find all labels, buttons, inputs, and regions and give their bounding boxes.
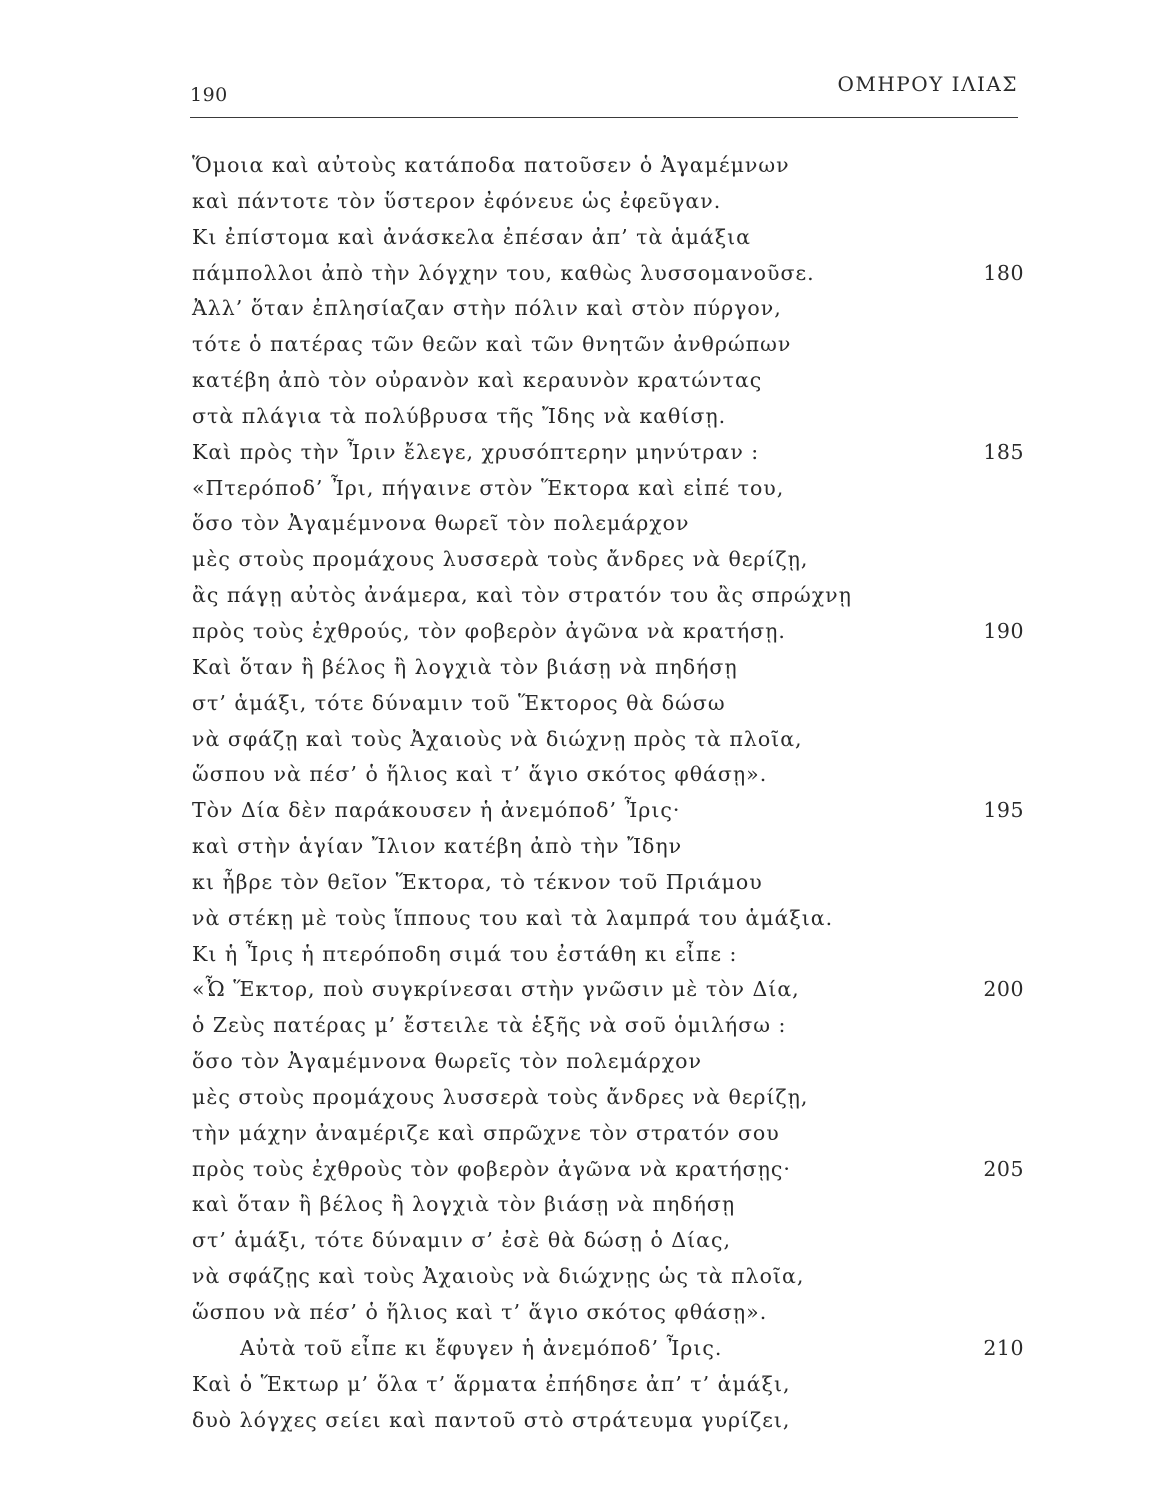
verse-line: [0, 614, 1166, 650]
verse-line: [0, 1403, 1166, 1439]
verse-line-text: νὰ στέκῃ μὲ τοὺς ἵππους του καὶ τὰ λαμπρά του ἁμάξια.: [192, 905, 834, 930]
verse-line: [0, 901, 1166, 937]
verse-line: [0, 578, 1166, 614]
verse-line: [0, 865, 1166, 901]
verse-line: [0, 972, 1166, 1008]
verse-line-text: ὥσπου νὰ πέσ’ ὁ ἥλιος καὶ τ’ ἅγιο σκότος φθάσῃ».: [192, 1300, 768, 1324]
verse-line: [0, 686, 1166, 722]
header-rule: [190, 117, 1018, 118]
verse-line: [0, 1295, 1166, 1331]
verse-line: [0, 722, 1166, 758]
verse-line-text: τότε ὁ πατέρας τῶν θεῶν καὶ τῶν θνητῶν ἀνθρώπων: [192, 332, 792, 357]
verse-line: [0, 1080, 1166, 1116]
verse-line-text: ἂς πάγῃ αὐτὸς ἀνάμερα, καὶ τὸν στρατόν του ἂς σπρώχνῃ: [192, 583, 852, 608]
verse-line-text: τὴν μάχην ἀναμέριζε καὶ σπρῶχνε τὸν στρατόν σου: [192, 1120, 780, 1145]
verse-line: [0, 1152, 1166, 1188]
book-title: ΟΜΗΡΟΥ ΙΛΙΑΣ: [837, 72, 1018, 96]
verse-line: [0, 1367, 1166, 1403]
page-number: 190: [190, 84, 228, 106]
verse-line: [0, 220, 1166, 256]
verse-line-text: καὶ πάντοτε τὸν ὕστερον ἐφόνευε ὡς ἐφεῦγαν.: [192, 188, 722, 213]
line-number: 180: [983, 260, 1024, 285]
verse-line: [0, 148, 1166, 184]
verse-line-text: νὰ σφάζῃ καὶ τοὺς Ἀχαιοὺς νὰ διώχνῃ πρὸς τὰ πλοῖα,: [192, 726, 803, 751]
verse-line-text: Αὐτὰ τοῦ εἶπε κι ἔφυγεν ἡ ἀνεμόποδ’ Ἶρις.: [240, 1335, 723, 1360]
verse-line-text: μὲς στοὺς προμάχους λυσσερὰ τοὺς ἄνδρες νὰ θερίζῃ,: [192, 547, 809, 572]
verse-line: [0, 1331, 1166, 1367]
verse-line-text: ὁ Ζεὺς πατέρας μ’ ἔστειλε τὰ ἑξῆς νὰ σοῦ ὁμιλήσω :: [192, 1013, 787, 1038]
line-number: 185: [983, 439, 1024, 464]
verse-line-text: Καὶ ὅταν ἢ βέλος ἢ λογχιὰ τὸν βιάσῃ νὰ πηδήσῃ: [192, 654, 738, 679]
verse-line-text: Κι ἐπίστομα καὶ ἀνάσκελα ἐπέσαν ἀπ’ τὰ ἁμάξια: [192, 224, 752, 249]
verse-line-text: Ἀλλ’ ὅταν ἐπλησίαζαν στὴν πόλιν καὶ στὸν πύργον,: [192, 296, 782, 321]
verse-line: [0, 435, 1166, 471]
verse-line: [0, 542, 1166, 578]
verse-line-text: Ὅμοια καὶ αὐτοὺς κατάποδα πατοῦσεν ὁ Ἀγαμέμνων: [192, 153, 790, 177]
running-head: [190, 70, 1018, 112]
verse-line-text: «Ὦ Ἕκτορ, ποὺ συγκρίνεσαι στὴν γνῶσιν μὲ τὸν Δία,: [192, 977, 800, 1002]
line-number: 205: [983, 1156, 1024, 1181]
verse-line-text: ὅσο τὸν Ἀγαμέμνονα θωρεῖ τὸν πολεμάρχον: [192, 511, 690, 536]
verse-line: [0, 1187, 1166, 1223]
verse-line-text: Καὶ ὁ Ἕκτωρ μ’ ὅλα τ’ ἅρματα ἐπήδησε ἀπ’ τ’ ἁμάξι,: [192, 1371, 791, 1396]
verse-line-text: Καὶ πρὸς τὴν Ἶριν ἔλεγε, χρυσόπτερην μηνύτραν :: [192, 439, 760, 464]
verse-line: [0, 184, 1166, 220]
verse-line-text: κι ἦβρε τὸν θεῖον Ἕκτορα, τὸ τέκνον τοῦ Πριάμου: [192, 869, 763, 894]
verse-line-text: ὥσπου νὰ πέσ’ ὁ ἥλιος καὶ τ’ ἅγιο σκότος φθάσῃ».: [192, 762, 768, 787]
verse-line-text: στ’ ἁμάξι, τότε δύναμιν σ’ ἐσὲ θὰ δώσῃ ὁ Δίας,: [192, 1228, 731, 1253]
verse-line-text: Τὸν Δία δὲν παράκουσεν ἡ ἀνεμόποδ’ Ἶρις·: [192, 798, 681, 823]
line-number: 190: [983, 618, 1024, 643]
verse-line: [0, 1008, 1166, 1044]
verse-line-text: καὶ στὴν ἁγίαν Ἴλιον κατέβη ἀπὸ τὴν Ἴδην: [192, 834, 683, 859]
verse-line: [0, 793, 1166, 829]
verse-line-text: στ’ ἁμάξι, τότε δύναμιν τοῦ Ἕκτορος θὰ δώσω: [192, 690, 726, 715]
line-number: 195: [983, 798, 1024, 823]
verse-line: [0, 327, 1166, 363]
verse-line-text: κατέβη ἀπὸ τὸν οὐρανὸν καὶ κεραυνὸν κρατώντας: [192, 368, 763, 393]
verse-line-text: δυὸ λόγχες σείει καὶ παντοῦ στὸ στράτευμα γυρίζει,: [192, 1407, 791, 1432]
verse-line: [0, 471, 1166, 507]
verse-line: [0, 1223, 1166, 1259]
verse-line-text: μὲς στοὺς προμάχους λυσσερὰ τοὺς ἄνδρες νὰ θερίζῃ,: [192, 1084, 809, 1109]
verse-line-text: «Πτερόποδ’ Ἶρι, πήγαινε στὸν Ἕκτορα καὶ εἰπέ του,: [192, 475, 785, 500]
line-number: 200: [983, 977, 1024, 1002]
verse-line: [0, 506, 1166, 542]
line-number: 210: [983, 1335, 1024, 1360]
verse-line-text: καὶ ὅταν ἢ βέλος ἢ λογχιὰ τὸν βιάσῃ νὰ πηδήσῃ: [192, 1192, 736, 1217]
verse-line: [0, 937, 1166, 973]
verse-line: [0, 757, 1166, 793]
verse-line: [0, 1259, 1166, 1295]
verse-line: [0, 1116, 1166, 1152]
verse-line-text: νὰ σφάζῃς καὶ τοὺς Ἀχαιοὺς νὰ διώχνῃς ὡς τὰ πλοῖα,: [192, 1264, 805, 1289]
verse-line: [0, 650, 1166, 686]
verse-line: [0, 291, 1166, 327]
verse-line-text: πρὸς τοὺς ἐχθροὺς τὸν φοβερὸν ἀγῶνα νὰ κρατήσῃς·: [192, 1156, 791, 1181]
verse-block: [0, 148, 1166, 1438]
verse-line: [0, 829, 1166, 865]
verse-line: [0, 1044, 1166, 1080]
verse-line: [0, 399, 1166, 435]
verse-line-text: πάμπολλοι ἀπὸ τὴν λόγχην του, καθὼς λυσσομανοῦσε.: [192, 260, 815, 285]
verse-line-text: Κι ἡ Ἶρις ἡ πτερόποδη σιμά του ἐστάθη κι εἶπε :: [192, 941, 738, 966]
verse-line-text: ὅσο τὸν Ἀγαμέμνονα θωρεῖς τὸν πολεμάρχον: [192, 1049, 702, 1074]
verse-line-text: στὰ πλάγια τὰ πολύβρυσα τῆς Ἴδης νὰ καθίσῃ.: [192, 403, 727, 428]
verse-line-text: πρὸς τοὺς ἐχθρούς, τὸν φοβερὸν ἀγῶνα νὰ κρατήσῃ.: [192, 618, 786, 643]
verse-line: [0, 363, 1166, 399]
verse-line: [0, 256, 1166, 292]
